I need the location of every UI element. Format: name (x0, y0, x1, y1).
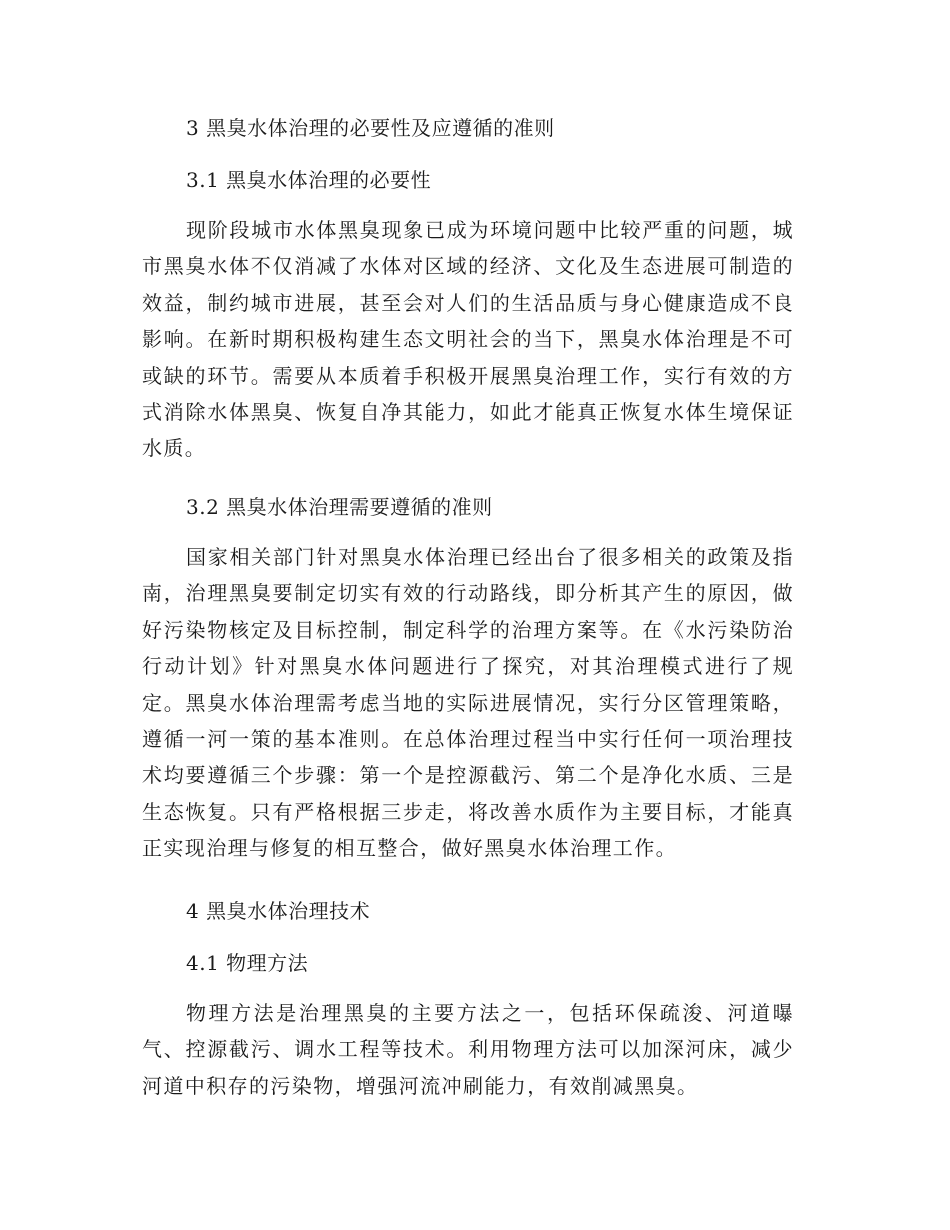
section-heading-3-1: 3.1 黑臭水体治理的必要性 (186, 168, 432, 192)
section-heading-4: 4 黑臭水体治理技术 (186, 899, 371, 923)
paragraph-3-1: 现阶段城市水体黑臭现象已成为环境问题中比较严重的问题，城市黑臭水体不仅消减了水体对区域的经济、文化及生态进展可制造的效益，制约城市进展，甚至会对人们的生活品质与身心健康造成不良影响。在新时期积极构建生态文明社会的当下，黑臭水体治理是不可或缺的环节。需要从本质着手积极开展黑臭治理工作，实行有效的方式消除水体黑臭、恢复自净其能力，如此才能真正恢复水体生境保证水质。 (142, 218, 794, 461)
section-heading-3-2: 3.2 黑臭水体治理需要遵循的准则 (186, 495, 493, 519)
section-heading-4-1: 4.1 物理方法 (186, 951, 309, 975)
paragraph-4-1: 物理方法是治理黑臭的主要方法之一，包括环保疏浚、河道曝气、控源截污、调水工程等技术。利用物理方法可以加深河床，减少河道中积存的污染物，增强河流冲刷能力，有效削减黑臭。 (142, 1001, 794, 1098)
section-heading-3: 3 黑臭水体治理的必要性及应遵循的准则 (186, 116, 555, 140)
paragraph-3-2: 国家相关部门针对黑臭水体治理已经出台了很多相关的政策及指南，治理黑臭要制定切实有效的行动路线，即分析其产生的原因，做好污染物核定及目标控制，制定科学的治理方案等。在《水污染防治行动计划》针对黑臭水体问题进行了探究，对其治理模式进行了规定。黑臭水体治理需考虑当地的实际进展情况，实行分区管理策略，遵循一河一策的基本准则。在总体治理过程当中实行任何一项治理技术均要遵循三个步骤：第一个是控源截污、第二个是净化水质、三是生态恢复。只有严格根据三步走，将改善水质作为主要目标，才能真正实现治理与修复的相互整合，做好黑臭水体治理工作。 (142, 545, 794, 861)
